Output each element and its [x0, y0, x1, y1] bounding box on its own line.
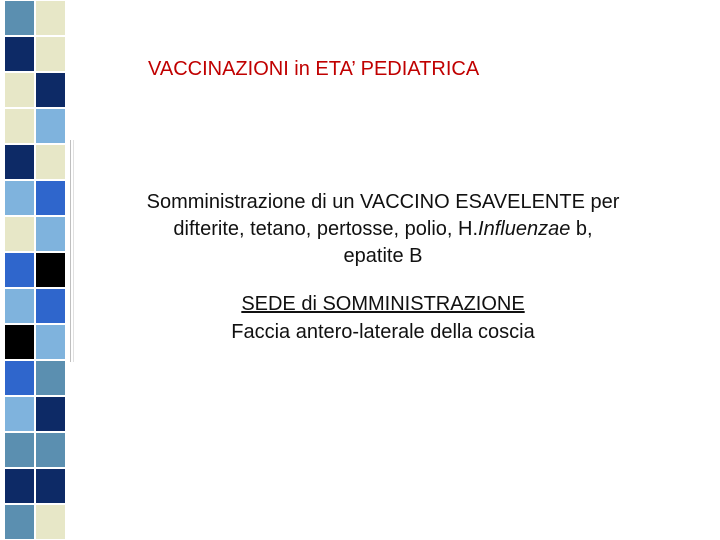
strip-tile — [4, 180, 35, 216]
description-italic-term: Influenzae — [478, 218, 571, 240]
strip-tile — [35, 108, 66, 144]
strip-tile — [4, 324, 35, 360]
strip-tile — [4, 396, 35, 432]
strip-tile — [4, 108, 35, 144]
strip-tile — [35, 324, 66, 360]
strip-tile — [4, 144, 35, 180]
strip-tile — [35, 432, 66, 468]
description-line-3: epatite B — [343, 245, 423, 267]
strip-tile — [35, 360, 66, 396]
description-line-2-end: b, — [570, 218, 593, 240]
content-bracket-line — [70, 140, 74, 362]
administration-site — [78, 290, 688, 346]
strip-tile — [35, 504, 66, 540]
strip-tile — [4, 0, 35, 36]
strip-tile — [4, 504, 35, 540]
strip-tile — [4, 72, 35, 108]
strip-tile — [4, 252, 35, 288]
strip-tile — [4, 216, 35, 252]
strip-tile — [35, 180, 66, 216]
strip-tile — [35, 396, 66, 432]
vaccine-description — [78, 189, 688, 270]
site-heading: SEDE di SOMMINISTRAZIONE — [241, 293, 525, 315]
strip-tile — [35, 36, 66, 72]
strip-tile — [4, 360, 35, 396]
strip-tile — [35, 468, 66, 504]
strip-tile — [35, 216, 66, 252]
description-line-2-start: difterite, tetano, pertosse, polio, H. — [173, 218, 479, 240]
strip-tile — [35, 144, 66, 180]
decorative-tile-strip — [0, 0, 70, 540]
description-line-2 — [78, 216, 688, 243]
strip-tile — [35, 0, 66, 36]
slide-title: VACCINAZIONI in ETA’ PEDIATRICA — [148, 58, 480, 80]
strip-tile — [4, 36, 35, 72]
strip-tile — [35, 252, 66, 288]
site-text: Faccia antero-laterale della coscia — [231, 321, 535, 343]
strip-tile — [4, 288, 35, 324]
strip-tile — [35, 72, 66, 108]
description-line-1: Somministrazione di un VACCINO ESAVELENTE per — [146, 191, 620, 213]
strip-tile — [4, 432, 35, 468]
strip-tile — [4, 468, 35, 504]
strip-tile — [35, 288, 66, 324]
